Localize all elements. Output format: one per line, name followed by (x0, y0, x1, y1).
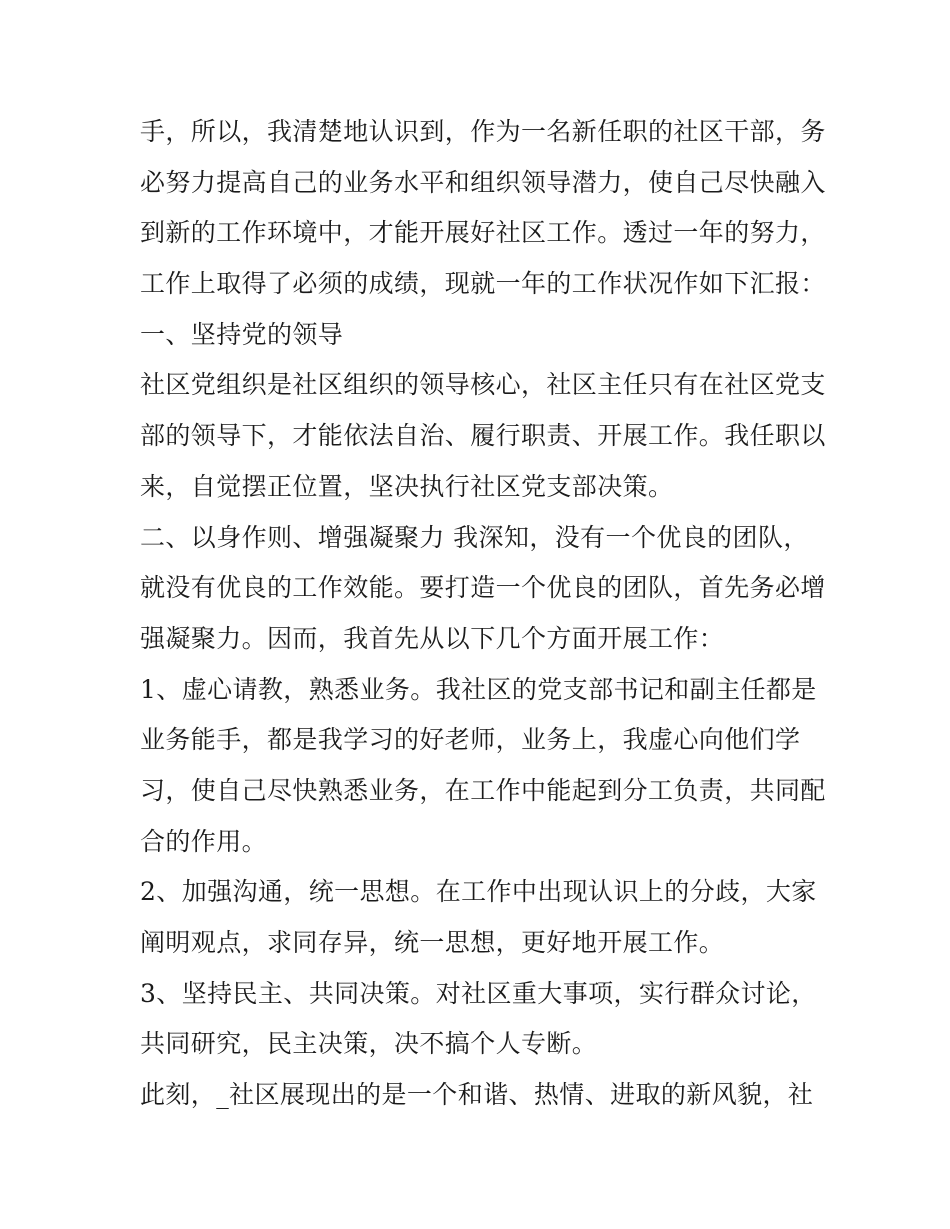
text-line-14: 习，使自己尽快熟悉业务，在工作中能起到分工负责，共同配 (140, 775, 826, 805)
text-line-17: 阐明观点，求同存异，统一思想，更好地开展工作。 (140, 928, 725, 957)
list-item-2: 2、加强沟通，统一思想。在工作中出现认识上的分歧，大家 (140, 877, 817, 907)
text-line-20: 此刻，_社区展现出的是一个和谐、热情、进取的新风貌，社 (140, 1080, 814, 1110)
document-body (140, 107, 826, 1121)
text-line-4: 工作上取得了必须的成绩，现就一年的工作状况作如下汇报： (140, 269, 826, 299)
text-line-7: 部的领导下，才能依法自治、履行职责、开展工作。我任职以 (140, 421, 826, 451)
text-line-3: 到新的工作环境中，才能开展好社区工作。透过一年的努力， (140, 218, 826, 248)
text-line-15: 合的作用。 (140, 826, 268, 856)
text-line-1: 手，所以，我清楚地认识到，作为一名新任职的社区干部，务 (140, 117, 826, 146)
list-item-1: 1、虚心请教，熟悉业务。我社区的党支部书记和副主任都是 (140, 674, 817, 704)
text-line-19: 共同研究，民主决策，决不搞个人专断。 (140, 1029, 598, 1059)
text-line-10: 就没有优良的工作效能。要打造一个优良的团队，首先务必增 (140, 573, 826, 603)
text-line-11: 强凝聚力。因而，我首先从以下几个方面开展工作： (140, 623, 725, 653)
text-line-2: 必努力提高自己的业务水平和组织领导潜力，使自己尽快融入 (140, 167, 826, 197)
list-item-3: 3、坚持民主、共同决策。对社区重大事项，实行群众讨论， (140, 978, 817, 1008)
section-heading-2: 二、以身作则、增强凝聚力 我深知，没有一个优良的团队， (140, 522, 809, 552)
text-line-8: 来，自觉摆正位置，坚决执行社区党支部决策。 (140, 471, 674, 501)
text-line-6: 社区党组织是社区组织的领导核心，社区主任只有在社区党支 (140, 370, 826, 400)
text-line-13: 业务能手，都是我学习的好老师，业务上，我虚心向他们学 (140, 725, 801, 755)
section-heading-1: 一、坚持党的领导 (140, 319, 344, 349)
